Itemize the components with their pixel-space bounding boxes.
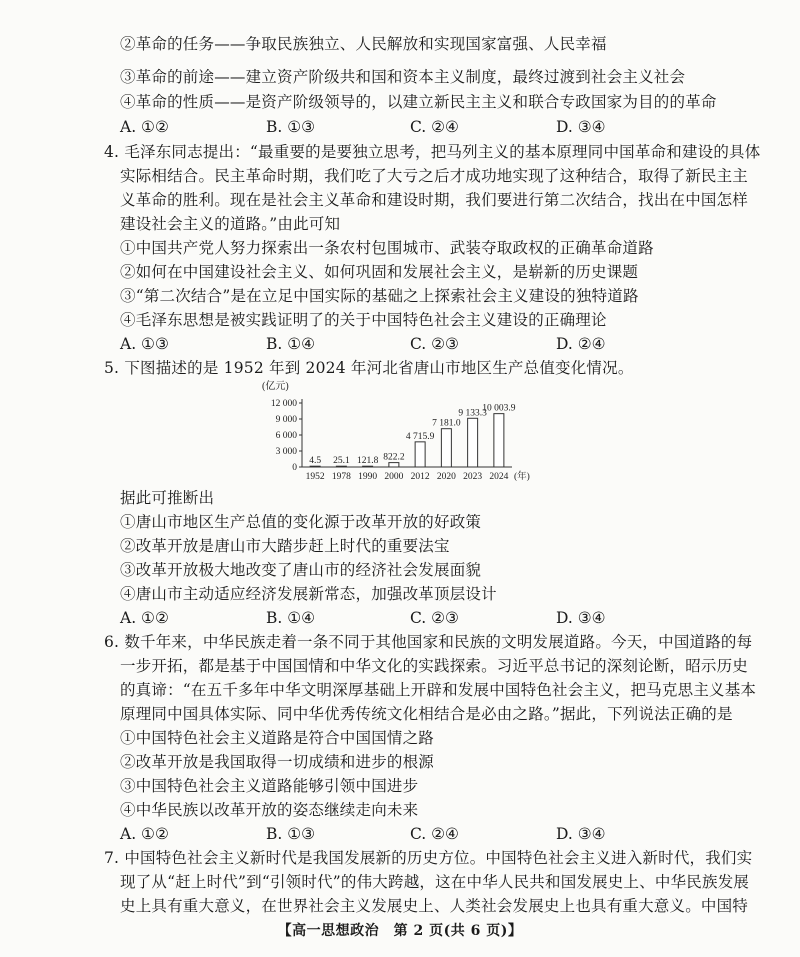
page-footer: 【高一思想政治 第 2 页(共 6 页)】 [277,923,523,939]
bar-value-label: 10 003.9 [482,403,516,414]
bar-value-label: 4.5 [309,456,322,467]
y-tick-label: 3 000 [275,447,297,457]
bar-value-label: 822.2 [383,452,405,463]
bar-2000 [389,463,399,467]
x-tick-label: 2012 [410,472,430,482]
x-tick-label: 1978 [331,472,351,482]
q5-item-2: ②改革开放是唐山市大踏步赶上时代的重要法宝 [120,537,450,555]
q6-item-3: ③中国特色社会主义道路能够引领中国进步 [120,777,419,795]
y-tick-label: 6 000 [275,431,297,441]
q5-option-b[interactable]: B. ①④ [266,609,316,627]
q6-option-a[interactable]: A. ①② [120,825,169,843]
q3-option-c[interactable]: C. ②④ [410,118,459,136]
q7-stem-line-3: 史上具有重大意义，在世界社会主义发展史上、人类社会发展史上也具有重大意义。中国特 [120,897,749,915]
q4-item-1: ①中国共产党人努力探索出一条农村包围城市、武装夺取政权的正确革命道路 [120,239,654,257]
q4-options [120,333,720,355]
q5-options [120,607,720,629]
y-tick-label: 12 000 [270,399,297,409]
q5-option-a[interactable]: A. ①② [120,609,169,627]
q4-item-2: ②如何在中国建设社会主义、如何巩固和发展社会主义，是崭新的历史课题 [120,263,639,281]
q6-options [120,823,720,845]
q3-option-b[interactable]: B. ①③ [266,118,316,136]
x-tick-label: 2000 [384,472,404,482]
bar-value-label: 25.1 [333,456,350,467]
y-tick-label: 9 000 [275,415,297,425]
q6-item-2: ②改革开放是我国取得一切成绩和进步的根源 [120,753,435,771]
q3-item-4: ④革命的性质——是资产阶级领导的，以建立新民主主义和联合专政国家为目的的革命 [120,93,717,111]
q3-options [120,116,720,138]
q3-option-a[interactable]: A. ①② [120,118,169,136]
q4-item-3: ③“第二次结合”是在立足中国实际的基础之上探索社会主义建设的独特道路 [120,287,639,305]
q5-item-1: ①唐山市地区生产总值的变化源于改革开放的好政策 [120,513,482,531]
gdp-bar-chart [258,378,530,486]
bar-value-label: 121.8 [356,456,379,467]
q4-item-4: ④毛泽东思想是被实践证明了的关于中国特色社会主义建设的正确理论 [120,311,607,329]
q5-lead: 据此可推断出 [120,489,215,507]
q3-option-d[interactable]: D. ③④ [556,118,606,136]
q5-option-c[interactable]: C. ②③ [410,609,459,627]
q6-stem-line-1: 6. 数千年来，中华民族走着一条不同于其他国家和民族的文明发展道路。今天，中国道路的每 [104,633,753,651]
bar-1990 [363,466,373,467]
x-tick-label: 2024 [489,472,509,482]
chart-bars [306,404,516,482]
q5-stem: 5. 下图描述的是 1952 年到 2024 年河北省唐山市地区生产总值变化情况。 [104,359,634,377]
q6-option-c[interactable]: C. ②④ [410,825,459,843]
q4-stem-line-3: 义革命的胜利。现在是社会主义革命和建设时期，我们要进行第二次结合，找出在中国怎样 [120,191,749,209]
q6-option-d[interactable]: D. ③④ [556,825,606,843]
q7-stem-line-2: 现了从“赶上时代”到“引领时代”的伟大跨越，这在中华人民共和国发展史上、中华民族发展 [120,873,750,891]
bar-1978 [336,466,346,467]
q7-stem-line-1: 7. 中国特色社会主义新时代是我国发展新的历史方位。中国特色社会主义进入新时代，我们实 [104,849,753,867]
bar-2023 [468,418,478,467]
q5-option-d[interactable]: D. ③④ [556,609,606,627]
bar-value-label: 9 133.3 [458,408,487,419]
q3-item-2: ②革命的任务——争取民族独立、人民解放和实现国家富强、人民幸福 [120,35,607,53]
x-tick-label: 1990 [358,472,378,482]
x-tick-label: 2020 [436,472,456,482]
bar-1952 [310,466,320,467]
bar-2024 [494,414,504,467]
q4-option-b[interactable]: B. ①④ [266,335,316,353]
q6-stem-line-3: 的真谛：“在五千多年中华文明深厚基础上开辟和发展中国特色社会主义，把马克思主义基本 [120,681,757,699]
q4-stem-line-4: 建设社会主义的道路。”由此可知 [120,215,341,233]
q3-item-3: ③革命的前途——建立资产阶级共和国和资本主义制度，最终过渡到社会主义社会 [120,68,686,86]
q4-option-a[interactable]: A. ①③ [120,335,169,353]
x-axis-unit: (年) [514,472,530,482]
q4-option-c[interactable]: C. ②③ [410,335,459,353]
bar-2020 [441,429,451,467]
bar-value-label: 7 181.0 [432,418,461,429]
bar-value-label: 4 715.9 [405,431,435,442]
q6-option-b[interactable]: B. ①③ [266,825,316,843]
q4-stem-line-1: 4. 毛泽东同志提出：“最重要的是要独立思考，把马列主义的基本原理同中国革命和建设的具体 [104,143,761,161]
q5-item-3: ③改革开放极大地改变了唐山市的经济社会发展面貌 [120,561,482,579]
q4-stem-line-2: 实际相结合。民主革命时期，我们吃了大亏之后才成功地实现了这种结合，取得了新民主主 [120,167,749,185]
q4-option-d[interactable]: D. ②④ [556,335,606,353]
q6-stem-line-2: 一步开拓，都是基于中国国情和中华文化的实践探索。习近平总书记的深刻论断，昭示历史 [120,657,749,675]
q6-item-1: ①中国特色社会主义道路是符合中国国情之路 [120,729,435,747]
y-tick-label: 0 [292,463,297,473]
x-tick-label: 2023 [463,472,483,482]
q6-item-4: ④中华民族以改革开放的姿态继续走向未来 [120,801,419,819]
q6-stem-line-4: 原理同中国具体实际、同中华优秀传统文化相结合是必由之路。”据此，下列说法正确的是 [120,705,733,723]
y-axis-unit: (亿元) [262,381,289,392]
bar-2012 [415,442,425,467]
x-tick-label: 1952 [305,472,325,482]
q5-item-4: ④唐山市主动适应经济发展新常态，加强改革顶层设计 [120,585,497,603]
